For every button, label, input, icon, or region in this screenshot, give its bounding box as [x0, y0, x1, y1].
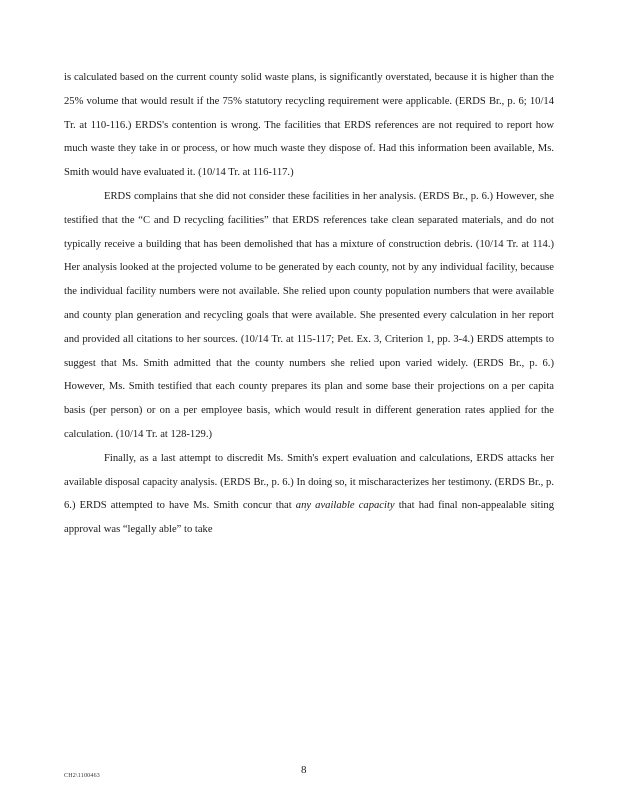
paragraph-disposal-capacity-end: that had final non-appealable siting approval was “legally able” to take — [64, 500, 554, 536]
paragraph-disposal-capacity — [64, 447, 554, 542]
page-number: 8 — [301, 764, 307, 776]
paragraph-continuation: is calculated based on the current county solid waste plans, is significantly overstated, because it is higher than the 25% volume that would result if the 75% statutory recycling requirement were applicable. (ERDS Br., p. 6; 10/14 Tr. at 110-116.) ERDS's contention is wrong. The facilities that ERDS references are not required to report how much waste they take in or process, or how much waste they dispose of. Had this information been available, Ms. Smith would have evaluated it. (10/14 Tr. at 116-117.) — [64, 72, 554, 179]
emphasized-phrase: any available capacity — [295, 500, 395, 512]
body-text — [64, 66, 554, 542]
paragraph-facilities-analysis: ERDS complains that she did not consider these facilities in her analysis. (ERDS Br., p. 6.) However, she testified that the “C and D recycling facilities” that ERDS references take clean separated materials, and do not typically receive a building that has been demolished that has a mixture of construction debris. (10/14 Tr. at 114.) Her analysis looked at the projected volume to be generated by each county, not by any individual facility, because the individual facility numbers were not available. She relied upon county population numbers that were available and county plan generation and recycling goals that were available. She presented every calculation in her report and provided all citations to her sources. (10/14 Tr. at 115-117; Pet. Ex. 3, Criterion 1, pp. 3-4.) ERDS attempts to suggest that Ms. Smith admitted that the county numbers she relied upon varied widely. (ERDS Br., p. 6.) However, Ms. Smith testified that each county prepares its plan and some base their projections on a per capita basis (per person) or on a per employee basis, which would result in different generation rates applied for the calculation. (10/14 Tr. at 128-129.) — [64, 190, 554, 440]
document-code: CH2\1100463 — [64, 773, 100, 779]
paragraph-disposal-capacity-start: Finally, as a last attempt to discredit Ms. Smith's expert evaluation and calculations, ERDS attacks her available disposal capacity analysis. (ERDS Br., p. 6.) In doing so, it mischaracterizes her testimony. (ERDS Br., p. 6.) ERDS attempted to have Ms. Smith concur that — [64, 452, 554, 512]
